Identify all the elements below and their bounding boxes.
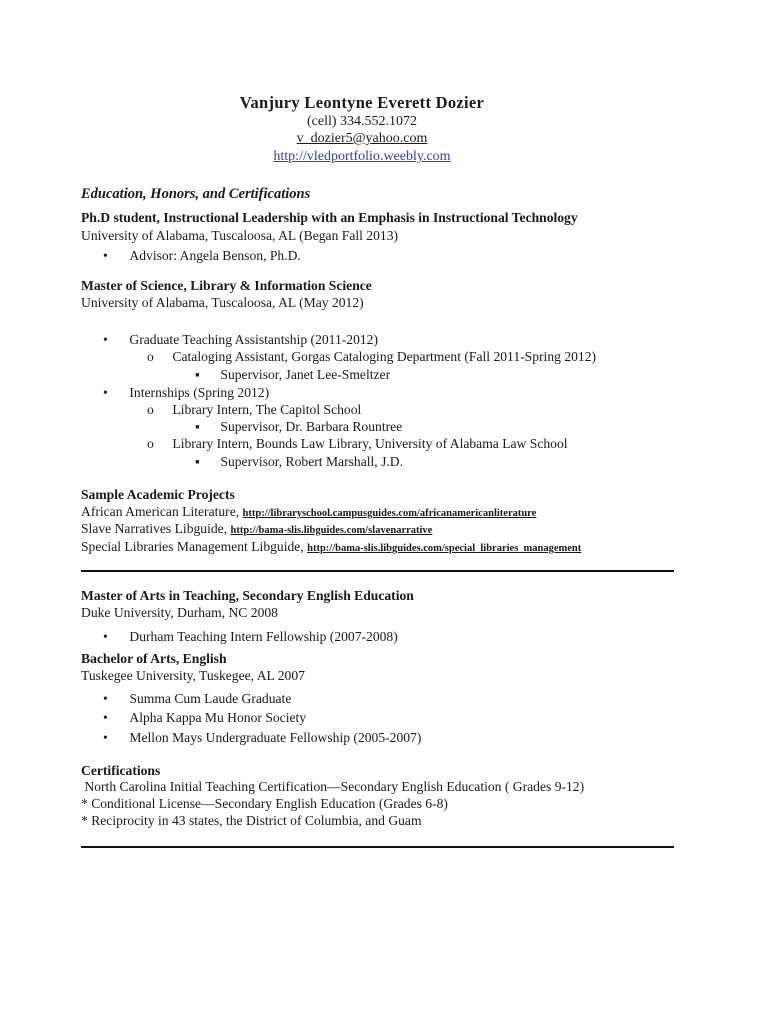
project-link[interactable]: http://bama-slis.libguides.com/special_libraries_management [307,543,582,554]
project-item: Slave Narratives Libguide, http://bama-slis.libguides.com/slavenarrative [81,521,433,536]
ba-school: Tuskegee University, Tuskegee, AL 2007 [81,668,305,683]
bullet-marker: • [103,629,108,644]
phd-school: University of Alabama, Tuscaloosa, AL (Began Fall 2013) [81,228,399,243]
phone-number: (cell) 334.552.1072 [306,114,418,129]
list-item: • Graduate Teaching Assistantship (2011-2012) [103,332,379,347]
projects-title: Sample Academic Projects [81,487,235,502]
section-divider [81,570,674,572]
project-link[interactable]: http://bama-slis.libguides.com/slavenarrative [230,525,433,536]
list-item: o Library Intern, Bounds Law Library, University of Alabama Law School [147,436,568,451]
bullet-marker: • [103,332,108,347]
sub-marker: o [147,349,154,364]
mls-title: Master of Science, Library & Information Science [81,278,372,293]
square-marker: ▪ [195,454,200,469]
list-item: • Durham Teaching Intern Fellowship (2007-2008) [103,629,398,644]
list-item: ▪ Supervisor, Dr. Barbara Rountree [195,419,403,434]
mls-school: University of Alabama, Tuscaloosa, AL (May 2012) [81,295,364,310]
list-item: ▪ Supervisor, Janet Lee-Smeltzer [195,367,391,382]
square-marker: ▪ [195,367,200,382]
list-item: • Internships (Spring 2012) [103,385,270,400]
portfolio-link[interactable]: http://vledportfolio.weebly.com [273,149,451,164]
phd-title: Ph.D student, Instructional Leadership with an Emphasis in Instructional Technology [81,210,578,225]
list-item: • Mellon Mays Undergraduate Fellowship (2005-2007) [103,730,422,745]
certification-line: * Reciprocity in 43 states, the District of Columbia, and Guam [81,813,422,828]
list-item: ▪ Supervisor, Robert Marshall, J.D. [195,454,403,469]
project-link[interactable]: http://libraryschool.campusguides.com/africanamericanliterature [242,508,537,519]
section-divider [81,846,674,848]
bullet-marker: • [103,730,108,745]
mat-school: Duke University, Durham, NC 2008 [81,605,278,620]
bullet-marker: • [103,710,108,725]
list-item: • Alpha Kappa Mu Honor Society [103,710,307,725]
bullet-marker: • [103,248,108,263]
list-item: • Summa Cum Laude Graduate [103,691,292,706]
bullet-marker: • [103,691,108,706]
certifications-title: Certifications [81,763,161,778]
sub-marker: o [147,402,154,417]
certification-line: * Conditional License—Secondary English Education (Grades 6-8) [81,796,448,811]
email-link[interactable]: v_dozier5@yahoo.com [296,131,428,146]
list-item: • Advisor: Angela Benson, Ph.D. [103,248,301,263]
bullet-marker: • [103,385,108,400]
project-item: Special Libraries Management Libguide, http://bama-slis.libguides.com/special_libraries_management [81,539,582,554]
project-item: African American Literature, http://libraryschool.campusguides.com/africanamericanliterature [81,504,537,519]
list-item: o Library Intern, The Capitol School [147,402,362,417]
square-marker: ▪ [195,419,200,434]
candidate-name: Vanjury Leontyne Everett Dozier [239,93,485,112]
certification-line: North Carolina Initial Teaching Certification—Secondary English Education ( Grades 9-12) [81,779,585,794]
ba-title: Bachelor of Arts, English [81,651,227,666]
sub-marker: o [147,436,154,451]
section-title: Education, Honors, and Certifications [81,186,311,202]
mat-title: Master of Arts in Teaching, Secondary English Education [81,588,414,603]
list-item: o Cataloging Assistant, Gorgas Cataloging Department (Fall 2011-Spring 2012) [147,349,597,364]
